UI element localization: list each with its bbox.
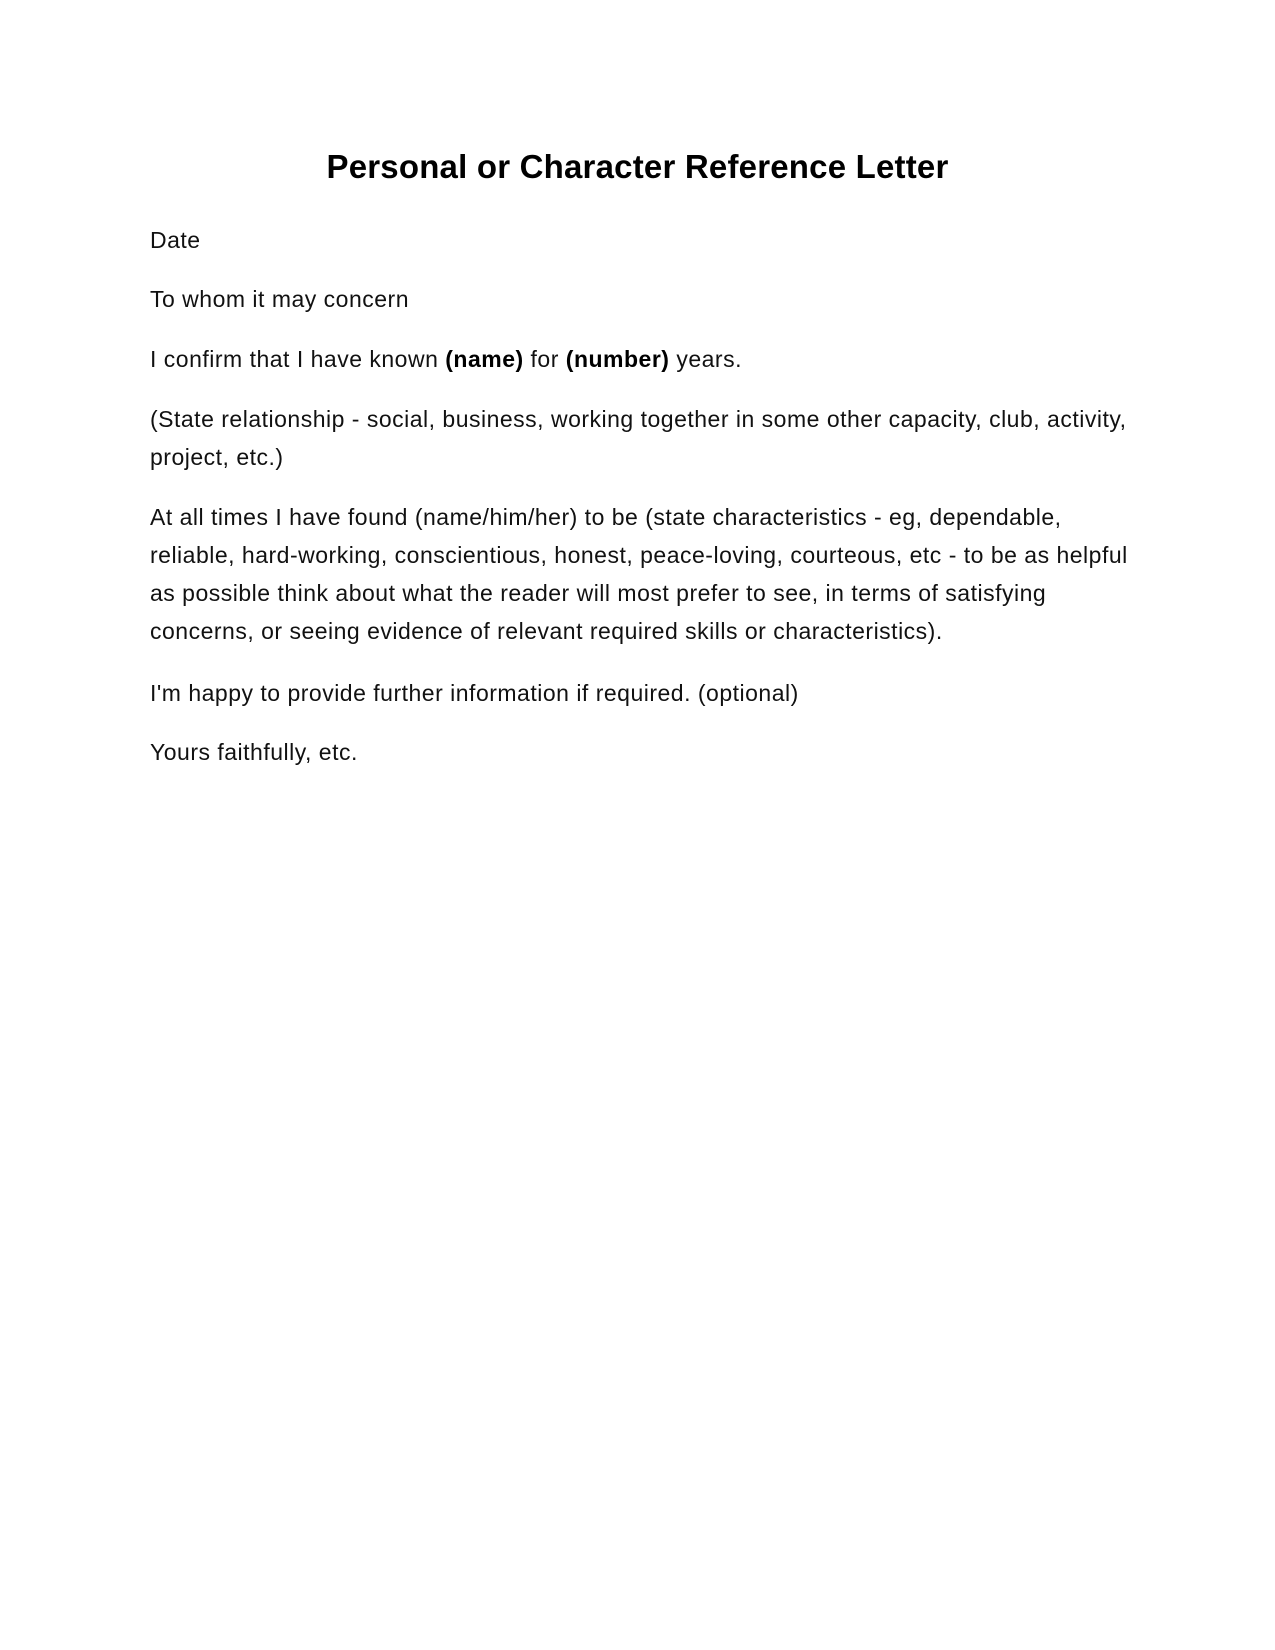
name-placeholder: (name) — [445, 346, 524, 372]
confirm-middle: for — [523, 346, 566, 372]
closing-line: Yours faithfully, etc. — [150, 739, 358, 765]
document-title: Personal or Character Reference Letter — [326, 148, 949, 185]
further-info-paragraph: I'm happy to provide further information if required. (optional) — [150, 680, 799, 706]
confirm-suffix: years. — [669, 346, 742, 372]
salutation: To whom it may concern — [150, 286, 409, 312]
date-line: Date — [150, 227, 201, 253]
number-placeholder: (number) — [565, 346, 670, 372]
confirmation-paragraph — [150, 340, 1135, 378]
characteristics-paragraph: At all times I have found (name/him/her) to be (state characteristics - eg, dependable, reliable, hard-working, conscientious, honest, peace-loving, courteous, etc - to be as helpful as possible think about what the reader will most prefer to see, in terms of satisfying concerns, or seeing evidence of relevant required skills or characteristics). — [150, 504, 1128, 644]
confirm-prefix: I confirm that I have known — [150, 346, 446, 372]
relationship-paragraph: (State relationship - social, business, working together in some other capacity, club, activity, project, etc.) — [150, 406, 1127, 470]
